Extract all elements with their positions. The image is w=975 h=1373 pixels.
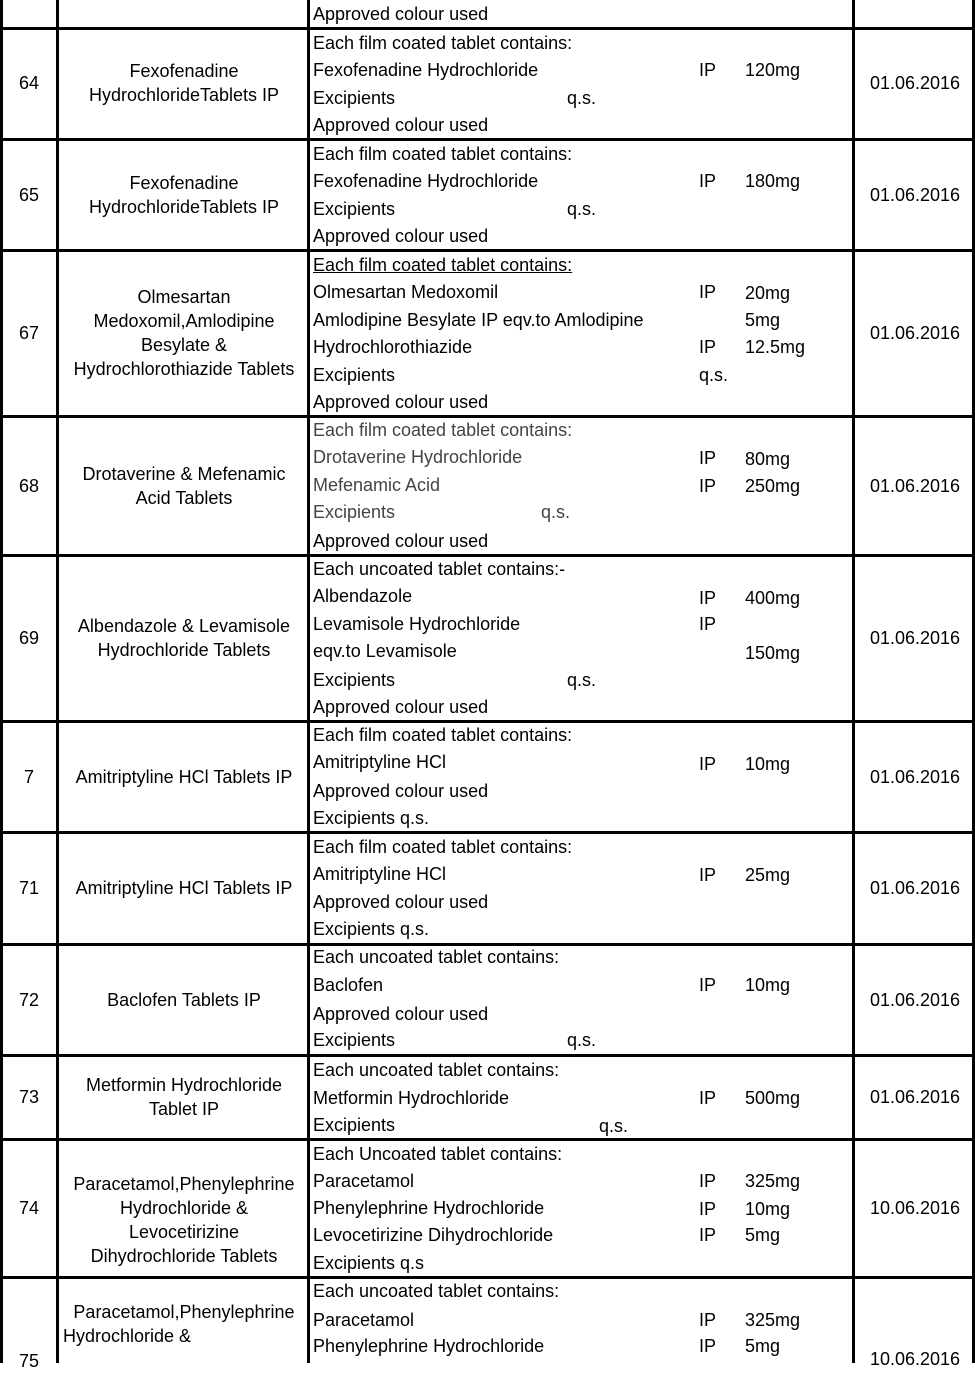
quantity-value: 5mg xyxy=(745,1225,781,1245)
product-name: Albendazole & Levamisole Hydrochloride Tablets xyxy=(77,616,291,660)
composition-line: Each film coated tablet contains: xyxy=(313,33,573,53)
qs-label: q.s. xyxy=(567,670,597,690)
row-divider xyxy=(0,831,975,834)
row-divider xyxy=(0,415,975,418)
quantity-value: 12.5mg xyxy=(745,337,806,357)
composition-line: Each uncoated tablet contains: xyxy=(313,1281,560,1301)
quantity-value: 10mg xyxy=(745,754,791,774)
spec-label: IP xyxy=(699,60,717,80)
qs-label: q.s. xyxy=(567,88,597,108)
approval-date: 01.06.2016 xyxy=(869,990,961,1010)
composition-line: Levamisole Hydrochloride xyxy=(313,614,521,634)
quantity-value: 150mg xyxy=(745,643,801,663)
composition-line: Excipients xyxy=(313,502,396,522)
qs-label: q.s. xyxy=(541,502,571,522)
composition-line: Phenylephrine Hydrochloride xyxy=(313,1198,545,1218)
product-name: Fexofenadine HydrochlorideTablets IP xyxy=(88,173,280,217)
quantity-value: 10mg xyxy=(745,1199,791,1219)
composition-line: Excipients q.s. xyxy=(313,808,430,828)
composition-line: Excipients xyxy=(313,670,396,690)
serial-number: 65 xyxy=(18,185,40,205)
approval-date: 10.06.2016 xyxy=(869,1198,961,1218)
serial-number: 74 xyxy=(18,1198,40,1218)
quantity-value: 250mg xyxy=(745,476,801,496)
composition-line: Amitriptyline HCl xyxy=(313,864,447,884)
serial-number: 69 xyxy=(18,628,40,648)
composition-line: Approved colour used xyxy=(313,697,489,717)
composition-line: Amitriptyline HCl xyxy=(313,752,447,772)
composition-line: Excipients q.s. xyxy=(313,919,430,939)
serial-number: 7 xyxy=(23,767,34,787)
composition-line: Hydrochlorothiazide xyxy=(313,337,473,357)
spec-label: IP xyxy=(699,1336,717,1356)
composition-line: Excipients xyxy=(313,365,396,385)
composition-line: Each film coated tablet contains: xyxy=(313,420,573,440)
row-divider xyxy=(0,1138,975,1141)
composition-line: Mefenamic Acid xyxy=(313,475,441,495)
composition-line: Excipients xyxy=(313,199,396,219)
spec-label: IP xyxy=(699,614,717,634)
quantity-value: 120mg xyxy=(745,60,801,80)
spec-label: IP xyxy=(699,1199,717,1219)
approval-date: 01.06.2016 xyxy=(869,73,961,93)
approval-date: 01.06.2016 xyxy=(869,1087,961,1107)
serial-number: 68 xyxy=(18,476,40,496)
composition-line: Each uncoated tablet contains:- xyxy=(313,559,566,579)
qs-label: q.s. xyxy=(699,365,729,385)
quantity-value: 80mg xyxy=(745,449,791,469)
serial-number: 75 xyxy=(18,1351,40,1371)
product-name: Olmesartan Medoxomil,Amlodipine Besylate & Hydrochlorothiazide Tablets xyxy=(73,287,295,379)
composition-line: Albendazole xyxy=(313,586,413,606)
composition-line: Excipients xyxy=(313,1115,396,1135)
quantity-value: 400mg xyxy=(745,588,801,608)
serial-number: 73 xyxy=(18,1087,40,1107)
quantity-value: 325mg xyxy=(745,1310,801,1330)
spec-label: IP xyxy=(699,282,717,302)
serial-number: 67 xyxy=(18,323,40,343)
row-divider xyxy=(0,554,975,557)
quantity-value: 5mg xyxy=(745,1336,781,1356)
quantity-value: 20mg xyxy=(745,283,791,303)
quantity-value: 10mg xyxy=(745,975,791,995)
row-divider xyxy=(0,27,975,30)
composition-line: Each film coated tablet contains: xyxy=(313,837,573,857)
composition-line: Each film coated tablet contains: xyxy=(313,144,573,164)
composition-line: Approved colour used xyxy=(313,1004,489,1024)
qs-label: q.s. xyxy=(567,1030,597,1050)
composition-line: Approved colour used xyxy=(313,892,489,912)
composition-line: Fexofenadine Hydrochloride xyxy=(313,171,539,191)
qs-label: q.s. xyxy=(567,199,597,219)
composition-line: Approved colour used xyxy=(313,115,489,135)
approval-date: 01.06.2016 xyxy=(869,323,961,343)
product-name: Metformin Hydrochloride Tablet IP xyxy=(85,1075,283,1119)
approval-date: 10.06.2016 xyxy=(869,1349,961,1369)
spec-label: IP xyxy=(699,588,717,608)
composition-line: Phenylephrine Hydrochloride xyxy=(313,1336,545,1356)
composition-line: Approved colour used xyxy=(313,4,489,24)
composition-line: Each uncoated tablet contains: xyxy=(313,947,560,967)
spec-label: IP xyxy=(699,865,717,885)
spec-label: IP xyxy=(699,1225,717,1245)
spec-label: IP xyxy=(699,171,717,191)
spec-label: IP xyxy=(699,337,717,357)
serial-number: 72 xyxy=(18,990,40,1010)
composition-line: Approved colour used xyxy=(313,226,489,246)
spec-label: IP xyxy=(699,476,717,496)
quantity-value: 25mg xyxy=(745,865,791,885)
qs-label: q.s. xyxy=(599,1116,629,1136)
product-name: Baclofen Tablets IP xyxy=(107,990,261,1010)
product-name: Amitriptyline HCl Tablets IP xyxy=(75,878,293,898)
product-name: Drotaverine & Mefenamic Acid Tablets xyxy=(82,464,286,508)
serial-number: 71 xyxy=(18,878,40,898)
spec-label: IP xyxy=(699,1171,717,1191)
composition-line: Drotaverine Hydrochloride xyxy=(313,447,523,467)
row-divider xyxy=(0,720,975,723)
composition-line: Levocetirizine Dihydrochloride xyxy=(313,1225,554,1245)
composition-line: Amlodipine Besylate IP eqv.to Amlodipine xyxy=(313,310,644,330)
quantity-value: 325mg xyxy=(745,1171,801,1191)
composition-line: Excipients xyxy=(313,88,396,108)
row-divider xyxy=(0,1054,975,1057)
composition-line: Fexofenadine Hydrochloride xyxy=(313,60,539,80)
composition-line: Approved colour used xyxy=(313,781,489,801)
composition-line: Each uncoated tablet contains: xyxy=(313,1060,560,1080)
composition-heading: Each film coated tablet contains: xyxy=(313,255,573,275)
composition-line: Approved colour used xyxy=(313,392,489,412)
row-divider xyxy=(0,249,975,252)
composition-line: Olmesartan Medoxomil xyxy=(313,282,499,302)
serial-number: 64 xyxy=(18,73,40,93)
spec-label: IP xyxy=(699,754,717,774)
product-name: Paracetamol,Phenylephrine Hydrochloride & xyxy=(63,1302,295,1346)
approval-date: 01.06.2016 xyxy=(869,878,961,898)
composition-line: Metformin Hydrochloride xyxy=(313,1088,510,1108)
composition-line: Baclofen xyxy=(313,975,384,995)
composition-line: Approved colour used xyxy=(313,531,489,551)
spec-label: IP xyxy=(699,975,717,995)
product-name: Fexofenadine HydrochlorideTablets IP xyxy=(88,61,280,105)
spec-label: IP xyxy=(699,1310,717,1330)
product-name: Paracetamol,Phenylephrine Hydrochloride & Levocetirizine Dihydrochloride Tablets xyxy=(73,1174,295,1266)
approval-date: 01.06.2016 xyxy=(869,628,961,648)
approval-date: 01.06.2016 xyxy=(869,476,961,496)
row-divider xyxy=(0,1276,975,1279)
composition-line: Excipients q.s xyxy=(313,1253,425,1273)
composition-line: Paracetamol xyxy=(313,1171,415,1191)
approval-date: 01.06.2016 xyxy=(869,767,961,787)
product-name: Amitriptyline HCl Tablets IP xyxy=(75,767,293,787)
quantity-value: 500mg xyxy=(745,1088,801,1108)
composition-line: Each Uncoated tablet contains: xyxy=(313,1144,563,1164)
row-divider xyxy=(0,138,975,141)
quantity-value: 180mg xyxy=(745,171,801,191)
composition-line: Excipients xyxy=(313,1030,396,1050)
approval-date: 01.06.2016 xyxy=(869,185,961,205)
composition-line: Each film coated tablet contains: xyxy=(313,725,573,745)
quantity-value: 5mg xyxy=(745,310,781,330)
spec-label: IP xyxy=(699,1088,717,1108)
spec-label: IP xyxy=(699,448,717,468)
composition-line: eqv.to Levamisole xyxy=(313,641,457,661)
composition-line: Paracetamol xyxy=(313,1310,415,1330)
